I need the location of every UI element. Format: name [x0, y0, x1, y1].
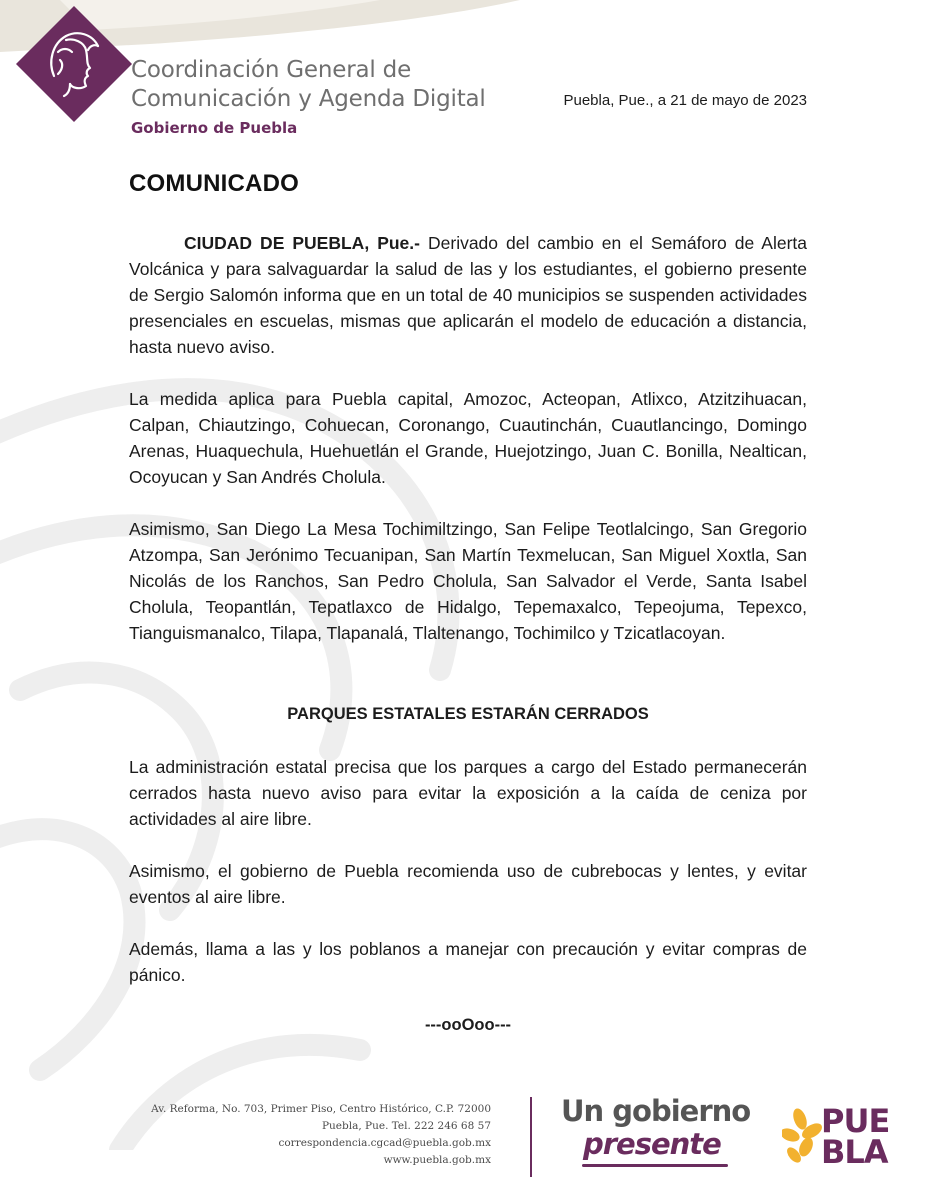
header-decor-band [0, 0, 938, 60]
puebla-logo-text-bottom: BLA [821, 1133, 888, 1171]
org-header [131, 56, 486, 138]
org-name-line-1: Coordinación General de [131, 57, 412, 83]
website-url: www.puebla.gob.mx [383, 1154, 491, 1166]
paragraph-6: Asimismo, el gobierno de Puebla recomienda uso de cubrebocas y lentes, y evitar eventos al aire libre. [129, 861, 807, 907]
dateline-lead: CIUDAD DE PUEBLA, Pue.- [184, 233, 420, 253]
government-name: Gobierno de Puebla [131, 119, 298, 137]
slogan-underline [582, 1164, 728, 1167]
paragraph-3: Asimismo, San Diego La Mesa Tochimiltzingo, San Felipe Teotlalcingo, San Gregorio Atzompa, San Jerónimo Tecuanipan, San Martín Texmelucan, San Miguel Xoxtla, San Nicolás de los Ranchos, San Pedro Cholula, San Salvador el Verde, Santa Isabel Cholula, Teopantlán, Tepatlaxco de Hidalgo, Tepemaxalco, Tepeojuma, Tepexco, Tianguismanalco, Tilapa, Tlapanalá, Tlaltenango, Tochimilco y Tzicatlacoyan. [129, 519, 807, 643]
closing-mark: ---ooOoo--- [424, 1016, 512, 1034]
paragraph-5: La administración estatal precisa que los parques a cargo del Estado permanecerán cerrados hasta nuevo aviso para evitar la exposición a la caída de ceniza por actividades al aire libre. [129, 757, 807, 829]
paragraph-1-text: Derivado del cambio en el Semáforo de Alerta Volcánica y para salvaguardar la salud de las y los estudiantes, el gobierno presente de Sergio Salomón informa que en un total de 40 municipios se suspenden actividades presenciales en escuelas, mismas que aplicarán el modelo de educación a distancia, hasta nuevo aviso. [129, 233, 808, 357]
footer-divider [530, 1097, 532, 1177]
paragraph-7: Además, llama a las y los poblanos a manejar con precaución y evitar compras de pánico. [129, 939, 807, 985]
address-line-2: Puebla, Pue. Tel. 222 246 68 57 [321, 1120, 491, 1132]
paragraph-2: La medida aplica para Puebla capital, Amozoc, Acteopan, Atlixco, Atzitzihuacan, Calpan, Chiautzingo, Cohuecan, Coronango, Cuautinchán, Cuautlancingo, Domingo Arenas, Huaquechula, Huehuetlán el Grande, Huejotzingo, Juan C. Bonilla, Nealtican, Ocoyucan y San Andrés Cholula. [129, 389, 807, 487]
puebla-logo-text-top: PUE [821, 1102, 890, 1140]
address-line-1: Av. Reforma, No. 703, Primer Piso, Centro Histórico, C.P. 72000 [151, 1103, 491, 1115]
email-address: correspondencia.cgcad@puebla.gob.mx [278, 1137, 491, 1149]
slogan-line-2: presente [583, 1127, 721, 1161]
footer-address [151, 1101, 491, 1169]
document-date: Puebla, Pue., a 21 de mayo de 2023 [563, 92, 807, 109]
document-title: COMUNICADO [129, 170, 299, 197]
org-name-line-2: Comunicación y Agenda Digital [131, 86, 486, 112]
slogan-line-1: Un gobierno [561, 1094, 751, 1128]
paragraph-1 [129, 230, 807, 360]
face-profile-diamond-icon [14, 4, 134, 124]
section-subheading: PARQUES ESTATALES ESTARÁN CERRADOS [287, 705, 649, 723]
